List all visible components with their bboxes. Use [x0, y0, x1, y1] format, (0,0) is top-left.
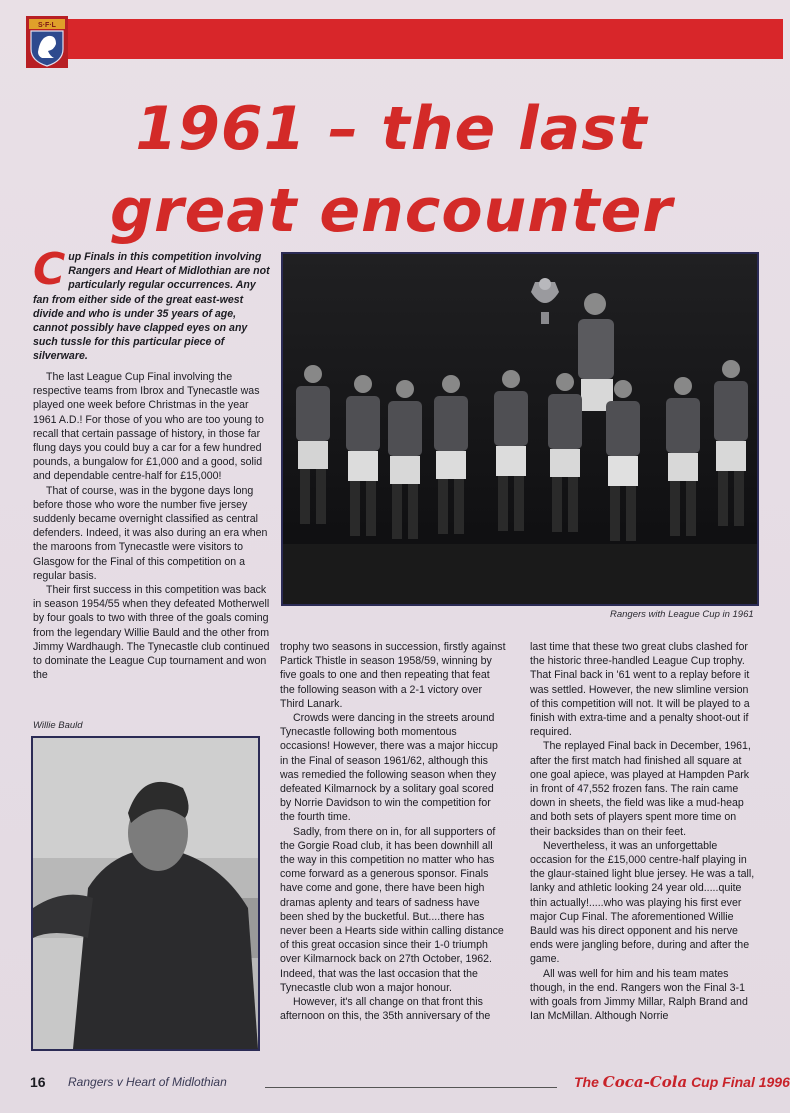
column2-paragraph-4: However, it's all change on that front this afternoon on this, the 35th anniversary of the	[280, 996, 491, 1023]
column1-paragraph-2: That of course, was in the bygone days long before those who wore the number five jersey suddenly became overnight classified as central defenders. Indeed, it was also during an era when the maroons from Tynecastle were visitors to Glasgow for the Final of this competition on a regular basis.	[33, 484, 268, 582]
portrait-caption: Willie Bauld	[33, 720, 83, 731]
brand-prefix: The	[574, 1074, 599, 1090]
column3-paragraph-3: Nevertheless, it was an unforgettable occasion for the £15,000 centre-half playing in the glaur-stained light blue jersey. He was a tall, lanky and athletic looking 24 year old.....quite thin actually!.....who was playing his first ever major Cup Final. The aforementioned Willie Bauld was his direct opponent and his nerve ends were jangling before, during and after the game.	[530, 839, 755, 966]
footer-title: Rangers v Heart of Midlothian	[68, 1075, 227, 1089]
column2-paragraph-3: Sadly, from there on in, for all supporters of the Gorgie Road club, it has been downhill all the way in this competition no matter who has come forward as a generous sponsor. Finals have come and gone, there have been high dramas aplenty and tears of sadness have been shed by the bucketful. But....there has never been a Hearts side within calling distance of this great occasion since their 1-0 triumph over Kilmarnock back on 27th October, 1962. Indeed, that was the last occasion that the Tynecastle club won a major honour.	[280, 825, 504, 994]
column1-paragraph-3: Their first success in this competition was back in season 1954/55 when they defeated Motherwell by four goals to two with three of the goals coming from the legendary Willie Bauld and the other from Jimmy Wardhaugh. The Tynecastle club continued to dominate the League Cup tournament and won the	[33, 584, 270, 682]
column2-paragraph-1: trophy two seasons in succession, firstly against Partick Thistle in season 1958/59, winning by five goals to one and then repeating that feat the following season with a 2-1 victory over Third Lanark.	[280, 641, 506, 710]
column3-paragraph-1: last time that these two great clubs clashed for the historic three-handled League Cup trophy. That Final back in '61 went to a replay before it was settled. However, the new slimline version of this competition will not. It will be played to a finish with extra-time and a penalty shoot-out if required.	[530, 641, 750, 739]
page-number: 16	[30, 1074, 46, 1090]
column3-paragraph-4: All was well for him and his team mates though, in the end. Rangers won the Final 3-1 with goals from Jimmy Millar, Ralph Brand and Ian McMillan. Although Norrie	[530, 967, 748, 1023]
footer-rule	[265, 1087, 557, 1088]
team-photo-caption: Rangers with League Cup in 1961	[610, 609, 754, 620]
column1-paragraph-1: The last League Cup Final involving the respective teams from Ibrox and Tynecastle was played one week before Christmas in the year 1961 A.D.! For those of you who are too young to recall that certain passage of history, in those far flung days you could buy a car for a few hundred pounds, a bungalow for £1,000 and a good, solid and dependable centre-half for £15,000!	[33, 371, 264, 483]
coca-cola-logo: Coca-Cola	[602, 1073, 688, 1091]
intro-text: up Finals in this competition involving Rangers and Heart of Midlothian are not particularly regular occurrences. Any fan from either side of the great east-west divide and who is under 35 years of age, cannot possibly have clapped eyes on any such tussle for this particular piece of silverware.	[33, 251, 270, 363]
team-photo-image	[283, 254, 757, 604]
article-column-3	[530, 640, 755, 1023]
drop-cap: C	[33, 244, 66, 295]
article-column-1	[33, 370, 273, 682]
brand-year: 1996	[758, 1074, 790, 1090]
brand-suffix: Cup Final	[691, 1074, 755, 1090]
headline-line-2: great encounter	[110, 176, 673, 246]
page-footer	[0, 1070, 790, 1094]
badge-text: S·F·L	[38, 22, 56, 29]
sfl-badge	[26, 16, 68, 68]
header-red-bar	[28, 19, 783, 59]
intro-paragraph	[33, 244, 273, 364]
footer-brand	[574, 1073, 790, 1091]
headline-line-1: 1961 – the last	[135, 94, 648, 164]
team-photo	[281, 252, 759, 606]
column3-paragraph-2: The replayed Final back in December, 1961, after the first match had finished all square at one goal apiece, was played at Hampden Park in front of 47,552 frozen fans. The rain came down in sheets, the field was like a mud-heap and both sets of players spent more time on their backsides than on their feet.	[530, 740, 751, 838]
article-column-2	[280, 640, 506, 1023]
portrait-photo	[31, 736, 260, 1051]
column2-paragraph-2: Crowds were dancing in the streets around Tynecastle following both momentous occasions! However, there was a major hiccup in the Final of season 1961/62, although this was remedied the following season when they defeated Kilmarnock by a solitary goal scored by Norrie Davidson to win the competition for the fourth time.	[280, 712, 498, 824]
article-headline	[0, 88, 783, 252]
portrait-photo-image	[33, 738, 258, 1049]
